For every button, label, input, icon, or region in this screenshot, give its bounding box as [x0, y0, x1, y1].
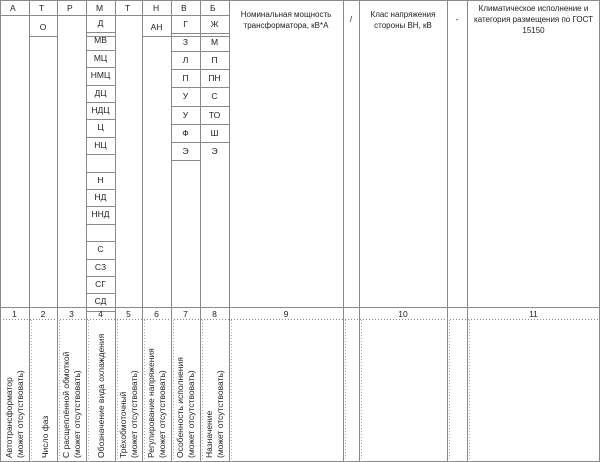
- cooling-code: НДЦ: [91, 105, 110, 115]
- header-dash: -: [455, 15, 459, 24]
- header-letter-m: М: [96, 3, 104, 13]
- label-voltage-regulation: [146, 348, 167, 458]
- header-letter-t: Т: [39, 3, 45, 13]
- cooling-code: НЦ: [94, 140, 107, 150]
- design-code: У: [182, 110, 189, 120]
- purpose-code: Э: [211, 146, 218, 156]
- col-number-7: 7: [183, 309, 188, 319]
- label-split-winding-line2: (может отсутствовать): [71, 370, 82, 458]
- col-number-10: 10: [398, 309, 408, 319]
- cooling-code: СД: [94, 296, 107, 306]
- label-purpose-line2: (может отсутствовать): [214, 370, 225, 458]
- purpose-code: ТО: [208, 110, 221, 120]
- label-cooling-type: [96, 334, 107, 458]
- label-autotransformer: [4, 370, 25, 458]
- col-number-2: 2: [40, 309, 46, 319]
- col-number-5: 5: [126, 309, 131, 319]
- header-letter-b: Б: [210, 3, 216, 13]
- design-code: Л: [182, 55, 189, 65]
- label-three-winding-line2: (может отсутствовать): [128, 370, 139, 458]
- label-autotransformer-line2: (может отсутствовать): [14, 370, 25, 458]
- header-climate: Климатическое исполнение и категория размещения по ГОСТ 15150: [474, 4, 593, 35]
- cooling-code: НМЦ: [90, 70, 111, 80]
- label-design-feature-line1: Особенность исполнения: [175, 357, 185, 458]
- design-code: У: [182, 91, 189, 101]
- col-number-6: 6: [154, 309, 159, 319]
- cooling-code: СЗ: [94, 262, 107, 272]
- cooling-code: ННД: [91, 209, 110, 219]
- label-autotransformer-line1: Автотрансформатор: [4, 377, 14, 458]
- label-split-winding: [61, 352, 82, 458]
- col-number-9: 9: [283, 309, 289, 319]
- header-rated-power: Номинальная мощность трансформатора, кВ*А: [240, 10, 332, 30]
- label-phase-count-line1: Число фаз: [40, 415, 50, 458]
- cooling-code: Д: [97, 18, 104, 28]
- header-letter-n: Н: [153, 3, 160, 13]
- col-number-1: 1: [12, 309, 17, 319]
- design-code: Ф: [182, 128, 189, 138]
- design-code: Г: [183, 19, 188, 29]
- cooling-code: МВ: [94, 35, 107, 45]
- col-number-4: 4: [98, 309, 103, 319]
- design-code: П: [182, 73, 189, 83]
- regulation-code-an: АН: [150, 22, 163, 32]
- design-code: Э: [182, 146, 189, 156]
- cooling-code: ДЦ: [94, 88, 107, 98]
- header-letter-r: Р: [67, 3, 73, 13]
- cooling-code: МЦ: [93, 53, 108, 63]
- cooling-code: СГ: [95, 279, 106, 289]
- purpose-code: М: [210, 37, 219, 47]
- purpose-code: ПН: [208, 73, 221, 83]
- col-number-8: 8: [212, 309, 217, 319]
- cooling-code: С: [97, 244, 104, 254]
- cooling-code: Н: [97, 175, 104, 185]
- design-code: З: [182, 37, 189, 47]
- header-slash: /: [349, 15, 353, 24]
- label-voltage-regulation-line1: Регулирование напряжения: [146, 348, 156, 458]
- purpose-code: Ж: [210, 19, 219, 29]
- cooling-code: НД: [94, 192, 107, 202]
- purpose-code: Ш: [210, 128, 219, 138]
- label-three-winding-line1: Трёхобмоточный: [118, 391, 128, 458]
- label-design-feature: [175, 357, 196, 458]
- purpose-code: С: [211, 91, 218, 101]
- col-number-3: 3: [69, 309, 74, 319]
- header-letter-t2: Т: [125, 3, 131, 13]
- label-purpose: [204, 370, 225, 458]
- phase-code-o: О: [39, 22, 47, 32]
- label-three-winding: [118, 370, 139, 458]
- label-phase-count: [40, 416, 51, 458]
- label-cooling-type-line1: Обозначение вида охлаждения: [96, 333, 106, 458]
- label-split-winding-line1: С расщеплённой обмоткой: [61, 351, 71, 458]
- label-purpose-line1: Назначение: [204, 410, 214, 458]
- header-voltage-class: Клас напряжения стороны ВН, кВ: [370, 10, 436, 30]
- header-letter-a: А: [10, 3, 16, 13]
- cooling-code: Ц: [97, 122, 104, 132]
- col-number-11: 11: [529, 309, 538, 319]
- purpose-code: П: [211, 55, 218, 65]
- label-design-feature-line2: (может отсутствовать): [185, 370, 196, 458]
- label-voltage-regulation-line2: (может отсутствовать): [156, 370, 167, 458]
- header-letter-v: В: [181, 3, 187, 13]
